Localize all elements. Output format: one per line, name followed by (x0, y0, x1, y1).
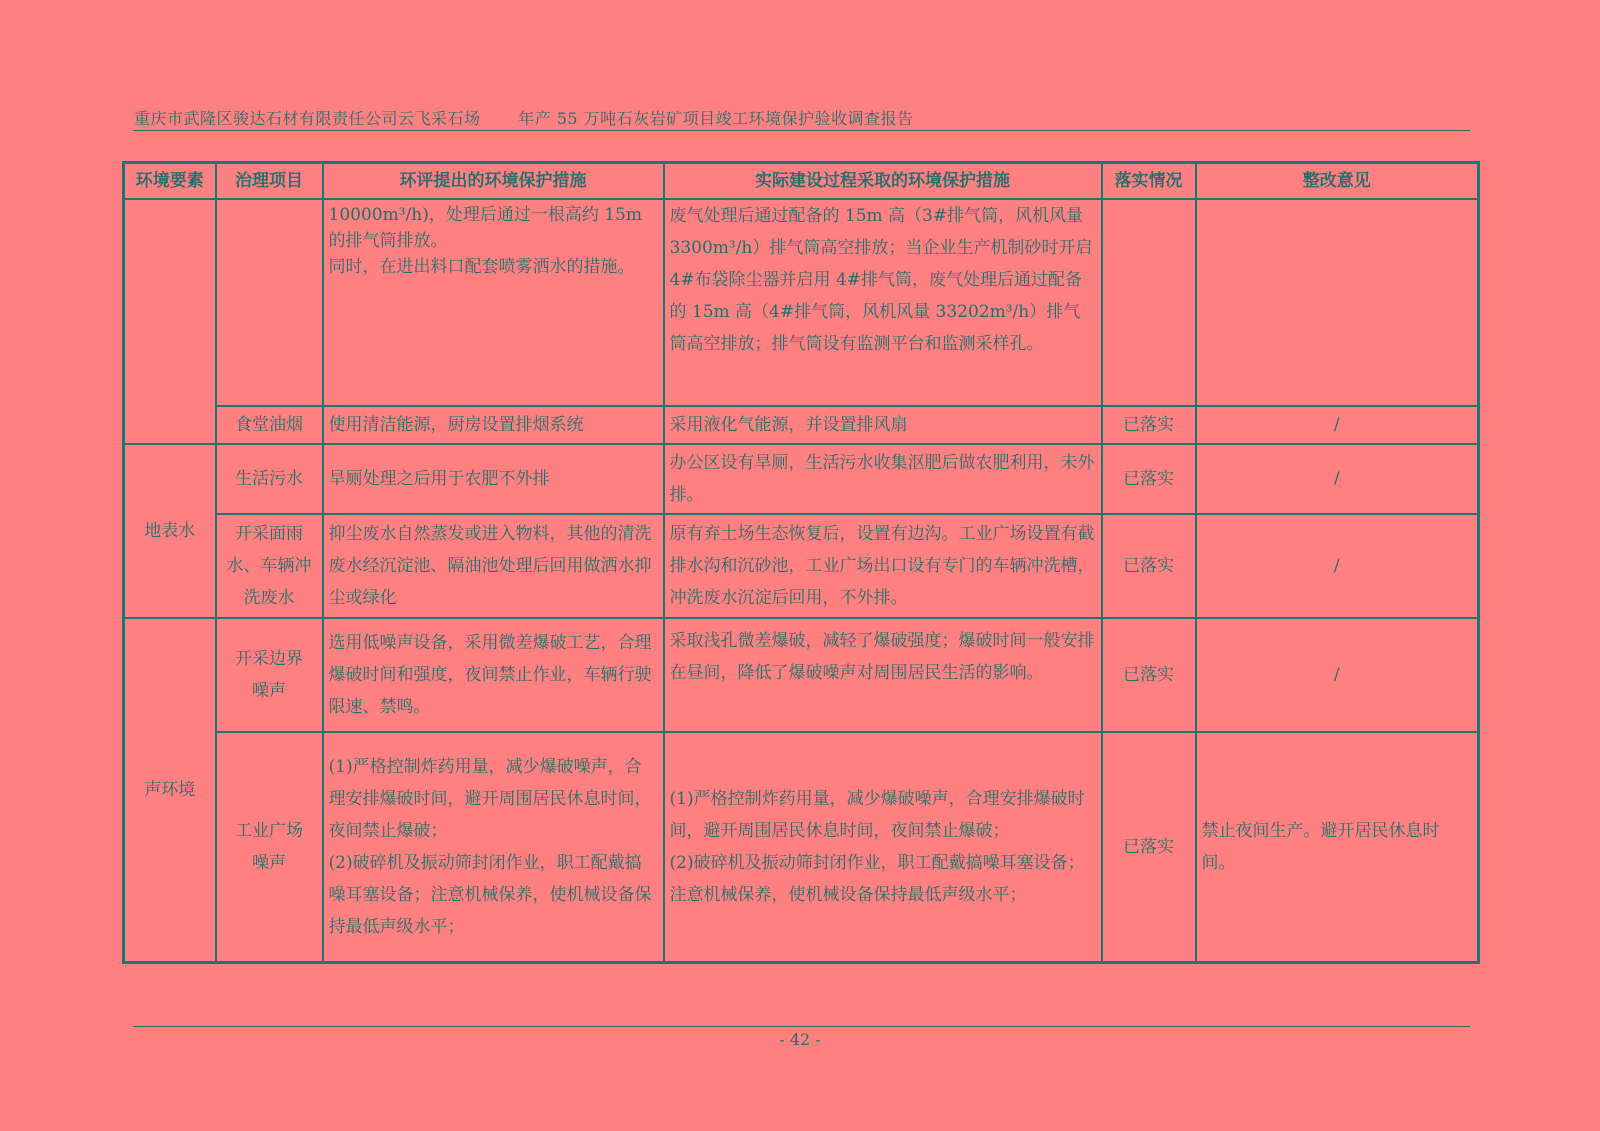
header-company: 重庆市武隆区骏达石材有限责任公司云飞采石场 (134, 109, 481, 128)
col-header-item: 治理项目 (216, 163, 323, 200)
table-header-row (124, 163, 1479, 200)
cell-actual-measure: 办公区设有旱厕，生活污水收集沤肥后做农肥利用，未外排。 (664, 444, 1102, 514)
footer-divider (133, 1026, 1470, 1027)
header-divider (133, 130, 1470, 131)
cell-item: 工业广场噪声 (216, 732, 323, 962)
col-header-actual-measures: 实际建设过程采取的环境保护措施 (664, 163, 1102, 200)
col-header-status: 落实情况 (1102, 163, 1196, 200)
cell-status: 已落实 (1102, 406, 1196, 444)
cell-item: 生活污水 (216, 444, 323, 514)
cell-item-blank (216, 199, 323, 406)
cell-item: 开采面雨水、车辆冲洗废水 (216, 514, 323, 618)
measures-table (122, 161, 1480, 964)
cell-advice (1196, 199, 1479, 406)
page-number: - 42 - (779, 1030, 821, 1049)
cell-eia-measure: 抑尘废水自然蒸发或进入物料，其他的清洗废水经沉淀池、隔油池处理后回用做洒水抑尘或绿化 (323, 514, 664, 618)
cell-actual-measure: 废气处理后通过配备的 15m 高（3#排气筒，风机风量 3300m³/h）排气筒高空排放；当企业生产机制砂时开启 4#布袋除尘器并启用 4#排气筒，废气处理后通过配备的 15m 高（4#排气筒，风机风量 33202m³/h）排气筒高空排放；排气筒设有监测平台和监测采样孔。 (664, 199, 1102, 406)
cell-status (1102, 199, 1196, 406)
table-row (124, 732, 1479, 962)
page-header (134, 106, 1470, 129)
header-report-title: 年产 55 万吨石灰岩矿项目竣工环境保护验收调查报告 (518, 109, 914, 128)
cell-item: 食堂油烟 (216, 406, 323, 444)
col-header-element: 环境要素 (124, 163, 216, 200)
cell-status: 已落实 (1102, 618, 1196, 732)
cell-element-blank (124, 199, 216, 444)
cell-eia-measure: 10000m³/h)，处理后通过一根高约 15m 的排气筒排放。 同时，在进出料口配套喷雾洒水的措施。 (323, 199, 664, 406)
table-row (124, 514, 1479, 618)
cell-status: 已落实 (1102, 514, 1196, 618)
cell-status: 已落实 (1102, 444, 1196, 514)
cell-element: 声环境 (124, 618, 216, 962)
cell-item: 开采边界噪声 (216, 618, 323, 732)
cell-element: 地表水 (124, 444, 216, 618)
cell-actual-measure: 采用液化气能源，并设置排风扇 (664, 406, 1102, 444)
cell-eia-measure: 使用清洁能源，厨房设置排烟系统 (323, 406, 664, 444)
col-header-advice: 整改意见 (1196, 163, 1479, 200)
cell-eia-measure: (1)严格控制炸药用量，减少爆破噪声，合理安排爆破时间，避开周围居民休息时间，夜间禁止爆破； (2)破碎机及振动筛封闭作业，职工配戴搞噪耳塞设备；注意机械保养，使机械设备保持最低声级水平； (323, 732, 664, 962)
cell-advice: 禁止夜间生产。避开居民休息时间。 (1196, 732, 1479, 962)
cell-status: 已落实 (1102, 732, 1196, 962)
cell-advice: / (1196, 406, 1479, 444)
cell-actual-measure: 采取浅孔微差爆破，减轻了爆破强度；爆破时间一般安排在昼间，降低了爆破噪声对周围居民生活的影响。 (664, 618, 1102, 732)
table-row (124, 618, 1479, 732)
table-row (124, 444, 1479, 514)
col-header-eia-measures: 环评提出的环境保护措施 (323, 163, 664, 200)
table-row (124, 199, 1479, 406)
cell-eia-measure: 选用低噪声设备，采用微差爆破工艺，合理爆破时间和强度，夜间禁止作业，车辆行驶限速、禁鸣。 (323, 618, 664, 732)
cell-advice: / (1196, 444, 1479, 514)
cell-advice: / (1196, 618, 1479, 732)
cell-advice: / (1196, 514, 1479, 618)
cell-actual-measure: (1)严格控制炸药用量，减少爆破噪声，合理安排爆破时间，避开周围居民休息时间，夜间禁止爆破； (2)破碎机及振动筛封闭作业，职工配戴搞噪耳塞设备；注意机械保养，使机械设备保持最低声级水平； (664, 732, 1102, 962)
table-row (124, 406, 1479, 444)
cell-actual-measure: 原有弃土场生态恢复后，设置有边沟。工业广场设置有截排水沟和沉砂池，工业广场出口设有专门的车辆冲洗槽，冲洗废水沉淀后回用，不外排。 (664, 514, 1102, 618)
cell-eia-measure: 旱厕处理之后用于农肥不外排 (323, 444, 664, 514)
